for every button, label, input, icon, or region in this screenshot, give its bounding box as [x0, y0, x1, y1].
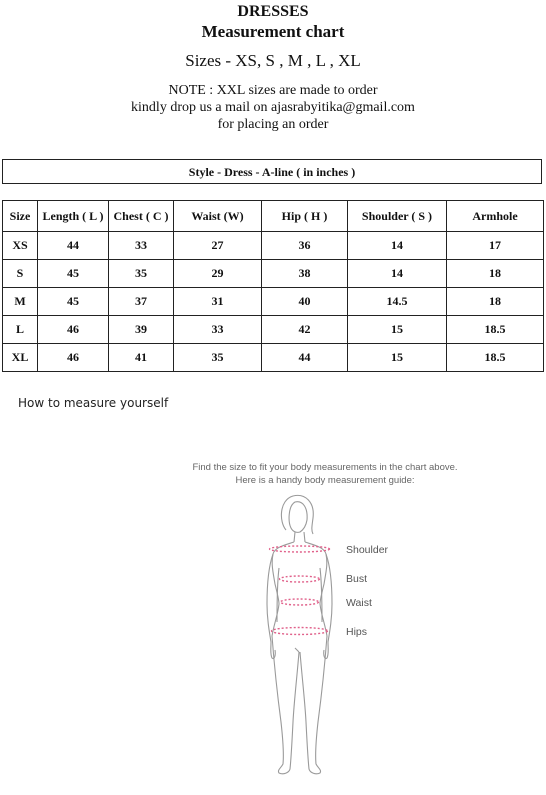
table-cell: 46: [38, 344, 109, 372]
table-cell: 39: [109, 316, 174, 344]
table-cell: 14.5: [348, 288, 447, 316]
table-cell: 35: [109, 260, 174, 288]
table-cell: 35: [174, 344, 262, 372]
bust-label: Bust: [346, 573, 368, 585]
page-title: DRESSES: [237, 3, 309, 20]
table-cell: XS: [3, 232, 38, 260]
table-cell: 15: [348, 316, 447, 344]
body-outline-figure: [255, 492, 345, 778]
col-header-shoulder: Shoulder ( S ): [348, 201, 447, 232]
table-cell: 41: [109, 344, 174, 372]
table-cell: XL: [3, 344, 38, 372]
table-cell: 29: [174, 260, 262, 288]
table-cell: 40: [262, 288, 348, 316]
col-header-waist: Waist (W): [174, 201, 262, 232]
guide-line: Find the size to fit your body measurements in the chart above.: [192, 462, 458, 473]
table-cell: 33: [174, 316, 262, 344]
col-header-armhole: Armhole: [447, 201, 544, 232]
table-row: [3, 344, 544, 372]
table-cell: 15: [348, 344, 447, 372]
table-cell: 18: [447, 288, 544, 316]
table-row: [3, 260, 544, 288]
table-cell: 18.5: [447, 316, 544, 344]
waist-label: Waist: [346, 597, 372, 609]
table-cell: 44: [38, 232, 109, 260]
table-cell: 45: [38, 288, 109, 316]
note-line: kindly drop us a mail on ajasrabyitika@gmail.com: [131, 100, 415, 115]
note-line: NOTE : XXL sizes are made to order: [168, 83, 378, 98]
col-header-hip: Hip ( H ): [262, 201, 348, 232]
table-header-row: [3, 201, 544, 232]
note-line: for placing an order: [217, 117, 329, 132]
sizes-line: Sizes - XS, S , M , L , XL: [185, 51, 361, 70]
note-block: [0, 82, 546, 133]
table-cell: 38: [262, 260, 348, 288]
table-cell: 27: [174, 232, 262, 260]
table-cell: 33: [109, 232, 174, 260]
table-cell: 37: [109, 288, 174, 316]
table-cell: 18: [447, 260, 544, 288]
table-row: [3, 316, 544, 344]
shoulder-label: Shoulder: [346, 544, 389, 556]
table-cell: 18.5: [447, 344, 544, 372]
col-header-length: Length ( L ): [38, 201, 109, 232]
guide-line: Here is a handy body measurement guide:: [235, 475, 415, 486]
table-cell: 45: [38, 260, 109, 288]
table-cell: 36: [262, 232, 348, 260]
table-cell: S: [3, 260, 38, 288]
table-cell: 46: [38, 316, 109, 344]
table-row: [3, 288, 544, 316]
hips-label: Hips: [346, 626, 368, 638]
measurement-table: [2, 200, 544, 372]
table-row: [3, 232, 544, 260]
table-cell: L: [3, 316, 38, 344]
table-cell: 44: [262, 344, 348, 372]
col-header-size: Size: [3, 201, 38, 232]
table-cell: 42: [262, 316, 348, 344]
style-label: Style - Dress - A-line ( in inches ): [2, 159, 542, 184]
how-to-measure-heading: How to measure yourself: [18, 396, 169, 410]
table-cell: 14: [348, 260, 447, 288]
measurement-markers: [270, 546, 330, 635]
table-cell: M: [3, 288, 38, 316]
table-cell: 31: [174, 288, 262, 316]
col-header-chest: Chest ( C ): [109, 201, 174, 232]
page-subtitle: Measurement chart: [201, 22, 345, 41]
table-cell: 17: [447, 232, 544, 260]
table-cell: 14: [348, 232, 447, 260]
